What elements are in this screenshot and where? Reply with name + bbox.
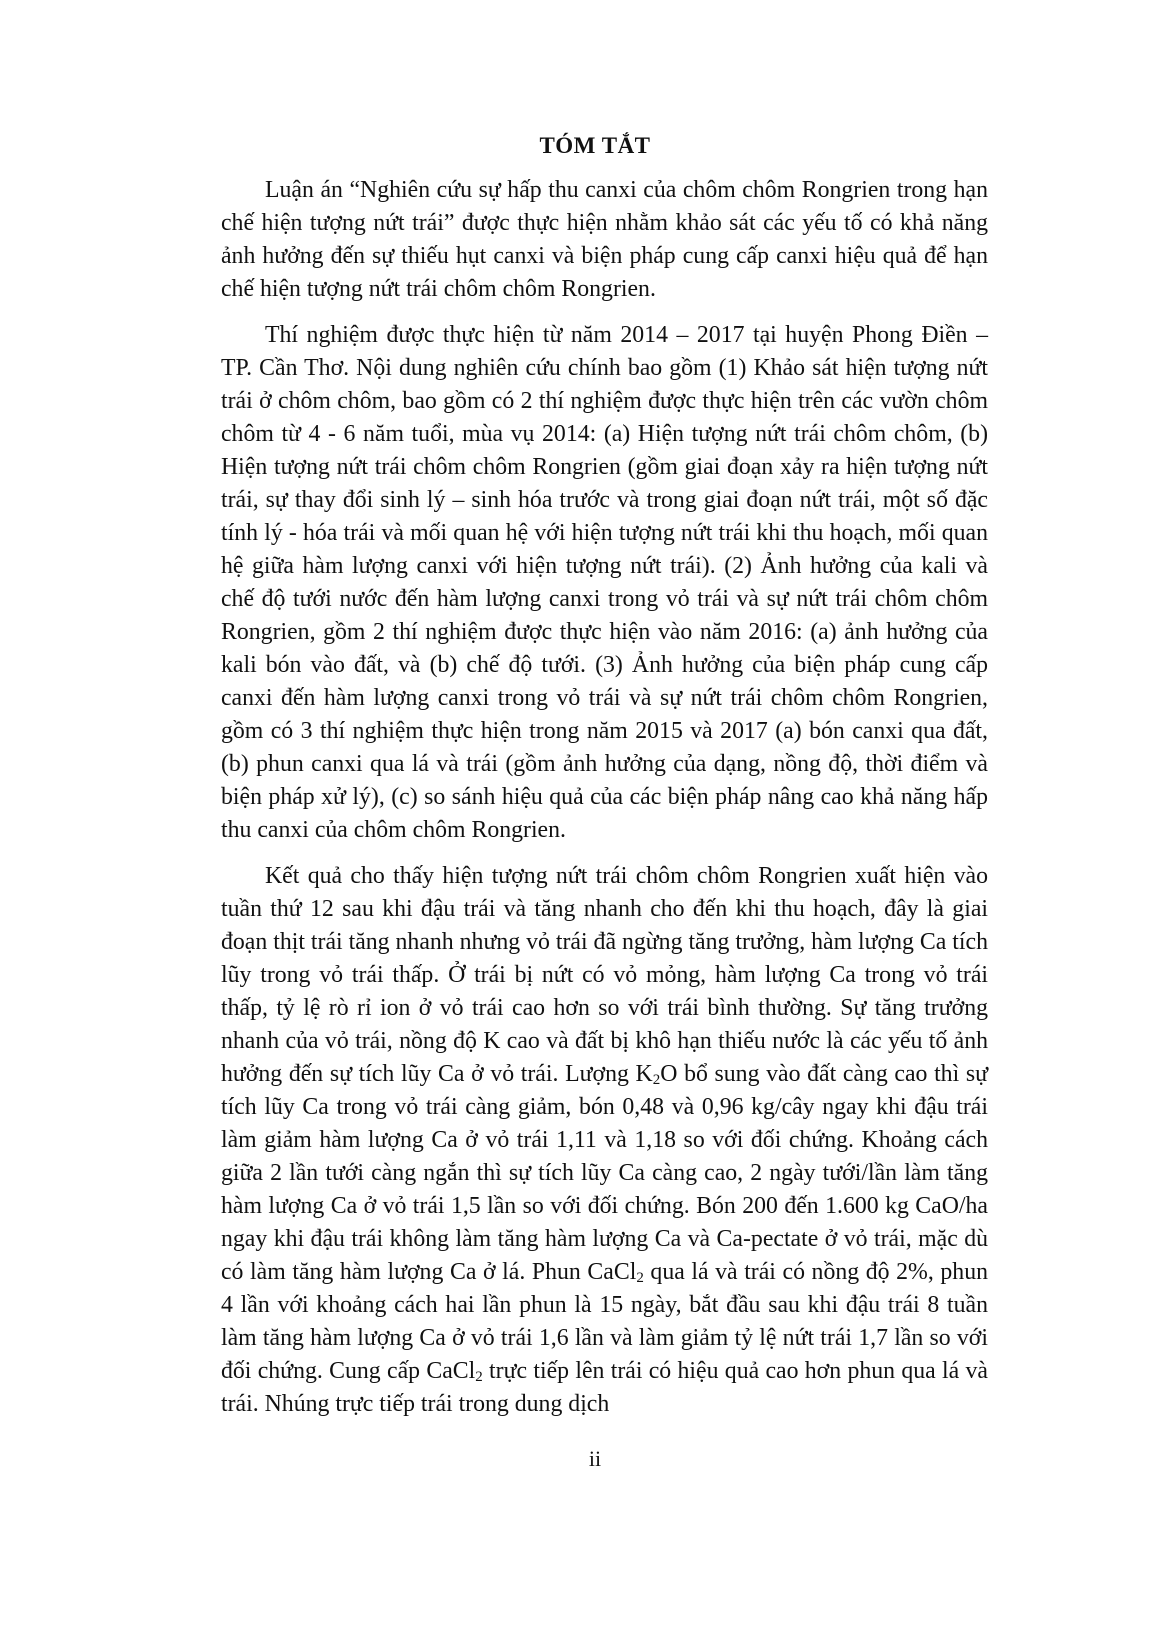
paragraph-methods: Thí nghiệm được thực hiện từ năm 2014 – 2017 tại huyện Phong Điền – TP. Cần Thơ. Nội dung nghiên cứu chính bao gồm (1) Khảo sát hiện tượng nứt trái ở chôm chôm, bao gồm có 2 thí nghiệm được thực hiện trên các vườn chôm chôm từ 4 - 6 năm tuổi, mùa vụ 2014: (a) Hiện tượng nứt trái chôm chôm, (b) Hiện tượng nứt trái chôm chôm Rongrien (gồm giai đoạn xảy ra hiện tượng nứt trái, sự thay đổi sinh lý – sinh hóa trước và trong giai đoạn nứt trái, một số đặc tính lý - hóa trái và mối quan hệ với hiện tượng nứt trái khi thu hoạch, mối quan hệ giữa hàm lượng canxi với hiện tượng nứt trái). (2) Ảnh hưởng của kali và chế độ tưới nước đến hàm lượng canxi trong vỏ trái và sự nứt trái chôm chôm Rongrien, gồm 2 thí nghiệm được thực hiện vào năm 2016: (a) ảnh hưởng của kali bón vào đất, và (b) chế độ tưới. (3) Ảnh hưởng của biện pháp cung cấp canxi đến hàm lượng canxi trong vỏ trái và sự nứt trái chôm chôm Rongrien, gồm có 3 thí nghiệm thực hiện trong năm 2015 và 2017 (a) bón canxi qua đất, (b) phun canxi qua lá và trái (gồm ảnh hưởng của dạng, nồng độ, thời điểm và biện pháp xử lý), (c) so sánh hiệu quả của các biện pháp nâng cao khả năng hấp thu canxi của chôm chôm Rongrien. [221, 322, 988, 843]
paragraph-results-text-1: Kết quả cho thấy hiện tượng nứt trái chôm chôm Rongrien xuất hiện vào tuần thứ 12 sau khi đậu trái và tăng nhanh cho đến khi thu hoạch, đây là giai đoạn thịt trái tăng nhanh nhưng vỏ trái đã ngừng tăng trưởng, hàm lượng Ca tích lũy trong vỏ trái thấp. Ở trái bị nứt có vỏ mỏng, hàm lượng Ca trong vỏ trái thấp, tỷ lệ rò rỉ ion ở vỏ trái cao hơn so với trái bình thường. Sự tăng trưởng nhanh của vỏ trái, nồng độ K cao và đất bị khô hạn thiếu nước là các yếu tố ảnh hưởng đến sự tích lũy Ca ở vỏ trái. Lượng K [221, 863, 988, 1087]
subscript-cacl2-first: 2 [636, 1270, 644, 1286]
subscript-cacl2-second: 2 [475, 1369, 483, 1385]
paragraph-results-text-4: trực tiếp lên trái có hiệu quả cao hơn phun qua lá và trái. Nhúng trực tiếp trái trong dung dịch [221, 1358, 988, 1417]
paragraph-results [221, 860, 988, 1421]
subscript-k2o: 2 [652, 1072, 661, 1088]
paragraph-results-text-2: O bổ sung vào đất càng cao thì sự tích lũy Ca trong vỏ trái càng giảm, bón 0,48 và 0,96 kg/cây ngay khi đậu trái làm giảm hàm lượng Ca ở vỏ trái 1,11 và 1,18 so với đối chứng. Khoảng cách giữa 2 lần tưới càng ngắn thì sự tích lũy Ca càng cao, 2 ngày tưới/lần làm tăng hàm lượng Ca ở vỏ trái 1,5 lần so với đối chứng. Bón 200 đến 1.600 kg CaO/ha ngay khi đậu trái không làm tăng hàm lượng Ca và Ca-pectate ở vỏ trái, mặc dù có làm tăng hàm lượng Ca ở lá. Phun CaCl [221, 1061, 988, 1285]
page-title: TÓM TẮT [539, 133, 651, 158]
page-number: ii [588, 1446, 602, 1471]
paragraph-intro: Luận án “Nghiên cứu sự hấp thu canxi của chôm chôm Rongrien trong hạn chế hiện tượng nứt trái” được thực hiện nhằm khảo sát các yếu tố có khả năng ảnh hưởng đến sự thiếu hụt canxi và biện pháp cung cấp canxi hiệu quả để hạn chế hiện tượng nứt trái chôm chôm Rongrien. [221, 177, 988, 302]
paragraph-results-text-3: qua lá và trái có nồng độ 2%, phun 4 lần với khoảng cách hai lần phun là 15 ngày, bắt đầu sau khi đậu trái 8 tuần làm tăng hàm lượng Ca ở vỏ trái 1,6 lần và làm giảm tỷ lệ nứt trái 1,7 lần so với đối chứng. Cung cấp CaCl [221, 1259, 988, 1384]
document-body [221, 174, 988, 1434]
